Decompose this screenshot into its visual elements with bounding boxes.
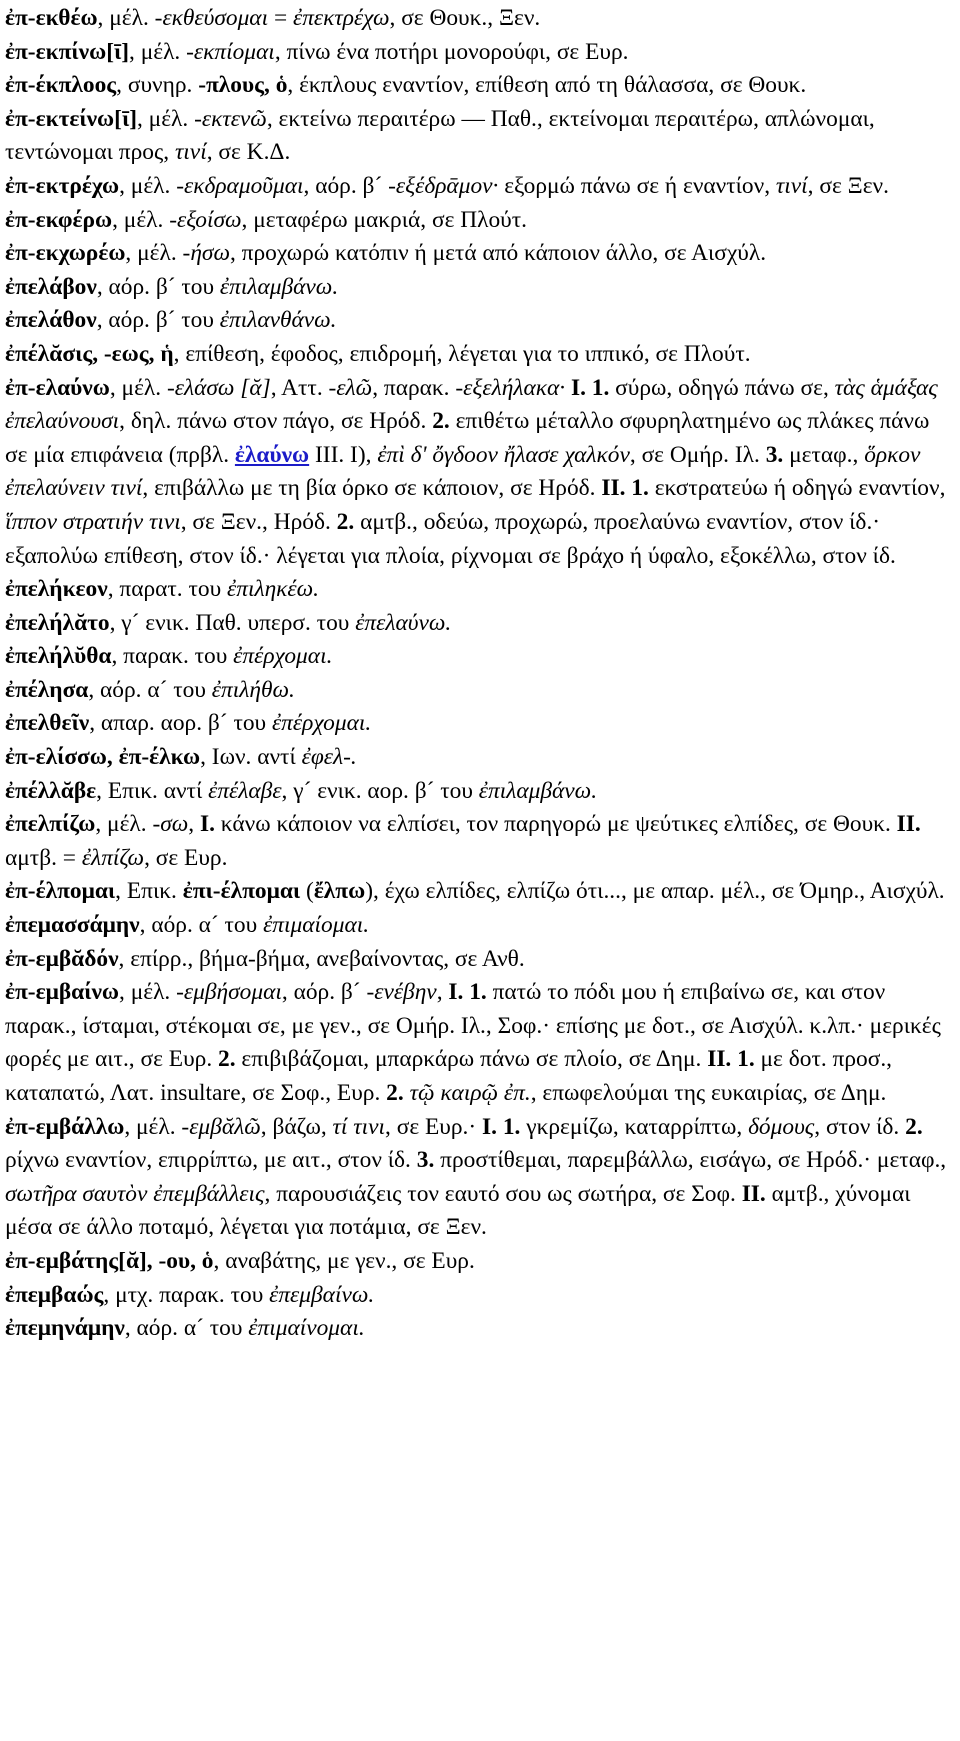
italic-text: ἐπιλήθω. [211,676,295,703]
italic-text: -εξελήλακα· [455,374,566,401]
headword: ἐπ-εμβᾰδόν [5,945,119,972]
entry-text: , αόρ. α´ του [124,1315,249,1342]
dictionary-entry [5,271,952,305]
entry-text: , [436,979,449,1006]
italic-text: ἐπελαύνω. [355,609,452,636]
entry-text: , παρακ. [372,374,456,401]
entry-text: , μέλ. [129,38,187,65]
headword: ἐπελήκεον [5,576,108,603]
italic-text: ἐπεμβαίνω. [269,1281,375,1308]
entry-text: ), έχω ελπίδες, ελπίζω ότι..., με απαρ. μέλ., σε Όμηρ., Αισχύλ. [365,878,945,905]
dictionary-entry [5,909,952,943]
dictionary-entry [5,1312,952,1346]
bold-text: I. 1. [448,979,487,1006]
bold-text: ἔλπω [313,878,366,905]
italic-text: ἐπιμαίνομαι. [248,1315,365,1342]
dictionary-entry [5,1111,952,1245]
entry-text: , Ιων. αντί [200,744,302,771]
entry-text: , Επικ. [115,878,183,905]
headword: ἐπελήλᾰτο [5,609,110,636]
italic-text: -εμβήσομαι [176,979,282,1006]
headword: ἐπ-εκπίνω[ῑ] [5,38,130,65]
entry-text: , μέλ. [109,374,167,401]
entry-text: , δηλ. πάνω στον πάγο, σε Ηρόδ. [119,408,433,435]
bold-text: I. 1. [570,374,610,401]
entry-text: , Επικ. αντί [96,777,209,804]
entry-text: , αναβάτης, με γεν., σε Ευρ. [213,1247,475,1274]
italic-text: τί τινι [332,1113,386,1140]
italic-text: ὅρκον ἐπελαύνειν τινί [5,441,921,502]
italic-text: -ελῶ [328,374,373,401]
entry-text: , εκτείνω περαιτέρω — Παθ., εκτείνομαι περαιτέρω, απλώνομαι, τεντώνομαι προς, [5,105,875,166]
entry-text: , γ´ ενικ. Παθ. υπερσ. του [109,609,356,636]
italic-text: -εκδραμοῦμαι [176,172,304,199]
entry-text: , γ´ ενικ. αορ. β´ του [281,777,479,804]
entry-text: , σε Κ.Δ. [206,139,291,166]
italic-text: -εκτενῶ [194,105,267,132]
italic-text: -εμβᾰλῶ [181,1113,261,1140]
entry-text: επιθέτω μέταλλο σφυρηλατημένο ως πλάκες πάνω σε μία επιφάνεια (πρβλ. [5,408,930,468]
entry-text: , επίθεση, έφοδος, επιδρομή, λέγεται για το ιππικό, σε Πλούτ. [173,340,751,367]
dictionary-entry [5,640,952,674]
italic-text: ἐπέρχομαι. [271,710,372,737]
entry-text: , μέλ. [136,105,195,132]
entry-text: , στον ίδ. [814,1113,906,1140]
italic-text: ἐπέρχομαι. [233,643,333,670]
entry-text: , αόρ. α´ του [88,676,212,703]
headword: ἐπεμβαώς [5,1281,104,1308]
headword: ἐπέλλᾰβε [5,777,97,804]
bold-text: 3. [765,441,784,468]
entry-text: , σε Θουκ., Ξεν. [389,5,541,31]
entry-text: , μέλ. [119,979,177,1006]
entry-text: κάνω κάποιον να ελπίσει, τον παρηγορώ με ψεύτικες ελπίδες, σε Θουκ. [214,811,897,838]
dictionary-entry [5,204,952,238]
headword: ἐπελάθον [5,307,97,334]
headword: ἐπ-έλπομαι [5,878,116,905]
dictionary-entry [5,338,952,372]
entry-text: σύρω, οδηγώ πάνω σε, [609,374,835,401]
headword: ἐπ-ελίσσω, ἐπ-έλκω [5,744,201,771]
entry-text: , μέλ. [95,811,153,838]
entry-text: , πίνω ένα ποτήρι μονορούφι, σε Ευρ. [274,38,629,65]
entry-text: , σε Ξεν. [807,172,889,199]
entry-text: , συνηρ. [116,72,199,99]
entry-text: , μέλ. [112,206,170,233]
entry-text: , βάζω, [260,1113,333,1140]
entry-text: , αόρ. β´ [303,172,389,199]
italic-text: ἐπιληκέω. [227,576,319,603]
dictionary-entry [5,372,952,574]
entry-text: = [268,5,293,31]
entry-text: μεταφ., [783,441,865,468]
headword: ἐπ-εμβάλλω [5,1113,125,1140]
dictionary-entry [5,170,952,204]
italic-text: ἐπιλαμβάνω. [219,273,339,300]
dictionary-entry [5,875,952,909]
entry-text: ( [300,878,314,905]
dictionary-entry [5,741,952,775]
entry-text: με δοτ. προσ., καταπατώ, Λατ. insultare, σε Σοφ., Ευρ. [5,1046,893,1106]
italic-text: ἐλπίζω [81,844,145,871]
entry-text: , έκπλους εναντίον, επίθεση από τη θάλασσα, σε Θουκ. [287,72,807,99]
italic-text: ἐπιλαμβάνω. [478,777,598,804]
headword: ἐπ-ελαύνω [5,374,110,401]
headword: ἐπελπίζω [5,811,96,838]
entry-text: , αόρ. β´ του [96,273,220,300]
dictionary-entry [5,103,952,170]
entry-text: , μέλ. [97,5,155,31]
entry-text: επιβιβάζομαι, μπαρκάρω πάνω σε πλοίο, σε Δημ. [235,1046,708,1073]
dictionary-entry [5,304,952,338]
entry-text: , προχωρώ κατόπιν ή μετά από κάποιον άλλο, σε Αισχύλ. [229,240,767,267]
headword: ἐπεμηνάμην [5,1315,125,1342]
entry-text: , σε Ομήρ. Ιλ. [629,441,766,468]
entry-text: γκρεμίζω, καταρρίπτω, [520,1113,749,1140]
dictionary-entry [5,573,952,607]
headword: ἐπελήλῠθα [5,643,112,670]
entry-text: , σε Ξεν., Ηρόδ. [180,508,337,535]
headword: ἐπ-εκχωρέω [5,240,126,267]
italic-text: -ενέβην [366,979,437,1006]
italic-text: ἐπέλαβε [208,777,282,804]
dictionary-entry [5,808,952,875]
bold-text: 2. [218,1046,236,1073]
entry-text: , επιβάλλω με τη βία όρκο σε κάποιον, σε Ηρόδ. [142,475,602,502]
entry-text: , μέλ. [119,172,177,199]
headword: ἐπ-εκτείνω[ῑ] [5,105,137,132]
entry-text: πατώ το πόδι μου ή επιβαίνω σε, και στον παρακ., ίσταμαι, στέκομαι σε, με γεν., σε Ομήρ. Ιλ., Σοφ.· επίσης με δοτ., σε Αισχύλ. κ.λπ.· μερικές φορές με αιτ., σε Ευρ. [5,979,941,1073]
dictionary-entry [5,1279,952,1313]
headword: ἐπελάβον [5,273,97,300]
italic-text: -εξοίσω [169,206,242,233]
cross-reference-link[interactable]: ἐλαύνω [234,441,310,468]
italic-text: τινί [775,172,808,199]
bold-text: II. 1. [707,1046,755,1073]
italic-text: ἐπιμαίομαι. [263,912,370,939]
headword: ἐπέλᾰσις, -εως, ἡ [5,340,174,367]
entry-text: εξορμώ πάνω σε ή εναντίον, [498,172,776,199]
headword: ἐπελθεῖν [5,710,90,737]
italic-text: δόμους [748,1113,815,1140]
italic-text: ἐπεκτρέχω [292,5,390,31]
entry-text: , αόρ. β´ [281,979,367,1006]
entry-text: αμτβ. = [5,844,82,871]
bold-text: 2. [905,1113,923,1140]
dictionary-entry [5,2,952,36]
italic-text: ἐπὶ δ' ὄγδοον ἤλασε χαλκόν [377,441,630,468]
headword: ἐπεμασσάμην [5,912,140,939]
entry-text: , παρουσιάζεις τον εαυτό σου ως σωτήρα, σε Σοφ. [264,1180,742,1207]
dictionary-entry [5,36,952,70]
entry-text: , επίρρ., βήμα-βήμα, ανεβαίνοντας, σε Ανθ. [118,945,525,972]
dictionary-entry [5,976,952,1110]
italic-text: -ήσω [182,240,230,267]
italic-text: τῷ καιρῷ ἐπ. [409,1080,531,1106]
entry-text: , παρακ. του [111,643,234,670]
entry-text: , Αττ. [270,374,329,401]
dictionary-entry [5,237,952,271]
bold-text: -πλους, ὁ [198,72,288,99]
italic-text: ἐπιλανθάνω. [219,307,337,334]
italic-text: ἐφελ-. [301,744,357,771]
bold-text: 2. [432,408,450,435]
dictionary-entry [5,707,952,741]
entry-text: αμτβ., χύνομαι μέσα σε άλλο ποταμό, λέγεται για ποτάμια, σε Ξεν. [5,1180,911,1241]
bold-text: 3. [416,1147,435,1174]
entry-text: , απαρ. αορ. β´ του [89,710,272,737]
entry-text: III. I), [309,441,378,468]
dictionary-entry [5,943,952,977]
headword: ἐπ-εκθέω [5,5,98,31]
entry-text: , μτχ. παρακ. του [103,1281,270,1308]
italic-text: -σω [152,811,189,838]
bold-text: II. [741,1180,766,1207]
entry-text: προστίθεμαι, παρεμβάλλω, εισάγω, σε Ηρόδ.· μεταφ., [434,1147,947,1174]
entry-text: , επωφελούμαι της ευκαιρίας, σε Δημ. [530,1080,887,1106]
dictionary-entry [5,775,952,809]
italic-text: -εκπίομαι [186,38,275,65]
headword: ἐπ-εκφέρω [5,206,113,233]
dictionary-entry [5,607,952,641]
entry-text: , μεταφέρω μακριά, σε Πλούτ. [241,206,528,233]
bold-text: ἐπι-έλπομαι [182,878,301,905]
italic-text: τὰς ἁμάξας ἐπελαύνουσι [5,374,938,435]
bold-text: 2. [336,508,355,535]
italic-text: τινί [174,139,207,166]
entry-text: , [188,811,200,838]
headword: ἐπ-εμβαίνω [5,979,120,1006]
dictionary-entry [5,1245,952,1279]
dictionary-entry [5,674,952,708]
entry-text: , μέλ. [124,1113,182,1140]
entry-text: ρίχνω εναντίον, επιρρίπτω, με αιτ., στον ίδ. [5,1147,417,1174]
headword: ἐπέλησα [5,676,89,703]
entry-text: , παρατ. του [107,576,228,603]
italic-text: -εκθεύσομαι [154,5,269,31]
bold-text: I. [199,811,215,838]
bold-text: 2. [386,1080,404,1106]
bold-text: II. 1. [601,475,649,502]
entry-text: εκστρατεύω ή οδηγώ εναντίον, [648,475,946,502]
bold-text: I. 1. [482,1113,521,1140]
entry-text: αμτβ., οδεύω, προχωρώ, προελαύνω εναντίον, στον ίδ.· εξαπολύω επίθεση, στον ίδ.· λέγεται για πλοία, ρίχνομαι σε βράχο ή ύφαλο, εξοκέλλω, στον ίδ. [5,508,896,569]
bold-text: II. [896,811,921,838]
entry-text: , αόρ. α´ του [139,912,264,939]
headword: ἐπ-εκτρέχω [5,172,120,199]
headword: ἐπ-έκπλοος [5,72,117,99]
entry-text: , αόρ. β´ του [96,307,220,334]
italic-text: ἵππον στρατιήν τινι [5,508,181,535]
entry-text: , μέλ. [125,240,183,267]
italic-text: -εξέδρᾱμον· [388,172,499,199]
dictionary-entry [5,69,952,103]
entry-text: , σε Ευρ.· [385,1113,483,1140]
italic-text: σωτῆρα σαυτὸν ἐπεμβάλλεις [5,1180,265,1207]
entry-text: , σε Ευρ. [144,844,228,871]
italic-text: -ελάσω [ᾰ] [166,374,271,401]
headword: ἐπ-εμβάτης[ᾰ], -ου, ὁ [5,1247,214,1274]
